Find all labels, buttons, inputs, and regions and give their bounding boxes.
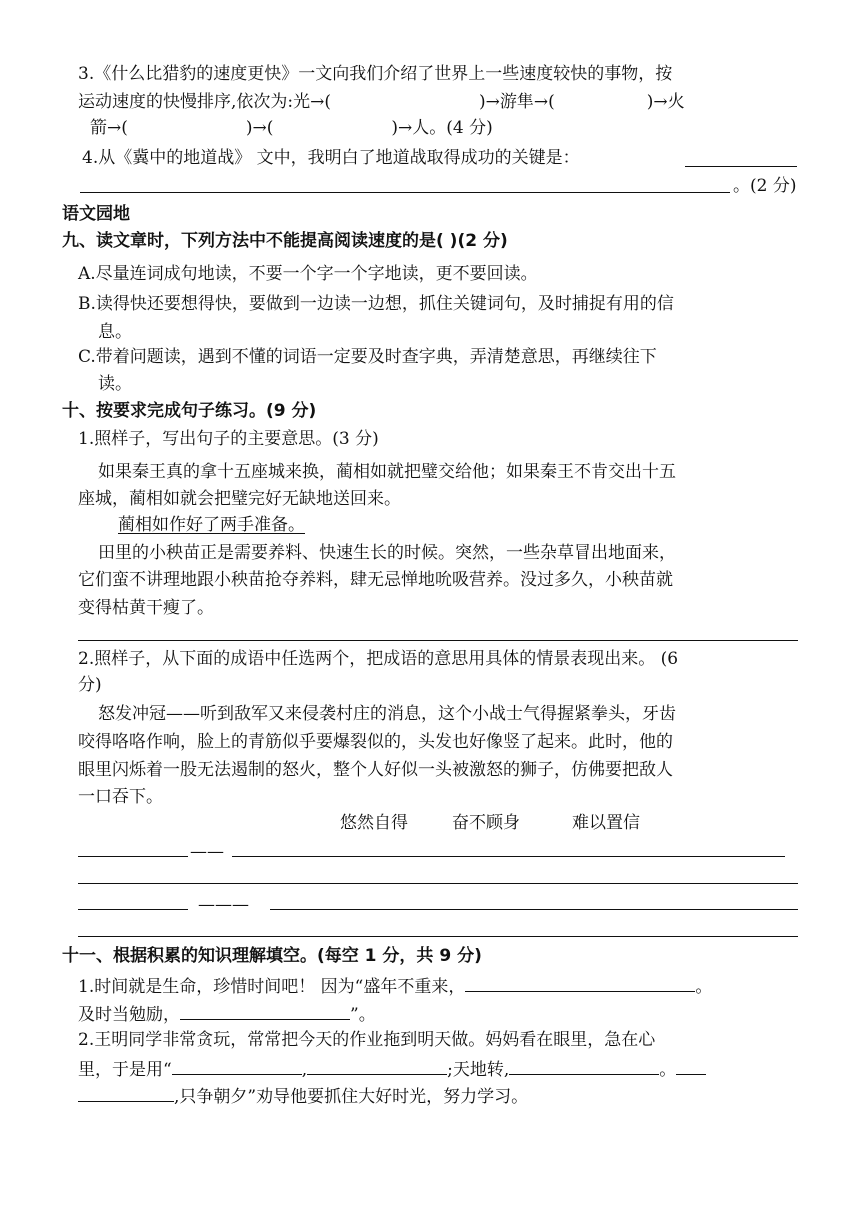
q10-example-answer: 蔺相如作好了两手准备。 bbox=[118, 515, 305, 535]
q11-blank-6a[interactable] bbox=[676, 1056, 706, 1075]
q10-answer-line-1[interactable] bbox=[78, 640, 798, 641]
q11-line4 bbox=[78, 1056, 706, 1082]
q10-model-line3: 眼里闪烁着一股无法遏制的怒火，整个人好似一头被激怒的狮子，仿佛要把敌人 bbox=[78, 760, 673, 780]
q9-option-c-line2: 读。 bbox=[98, 374, 132, 394]
q11-blank-3[interactable] bbox=[172, 1056, 302, 1075]
q11-line5 bbox=[78, 1083, 528, 1109]
q9-option-c-line1: C.带着问题读，遇到不懂的词语一定要及时查字典，弄清楚意思，再继续往下 bbox=[78, 347, 657, 367]
q11-line2-end: ”。 bbox=[350, 1005, 376, 1025]
q10-model-line4: 一口吞下。 bbox=[78, 787, 163, 807]
q11-title: 十一、根据积累的知识理解填空。(每空 1 分，共 9 分) bbox=[62, 946, 482, 966]
q3-line3-c: )→人。(4 分) bbox=[391, 118, 493, 138]
q10-title: 十、按要求完成句子练习。(9 分) bbox=[62, 401, 317, 421]
q10-model-line2: 咬得咯咯作响，脸上的青筋似乎要爆裂似的，头发也好像竖了起来。此时，他的 bbox=[78, 732, 673, 752]
dash-1: —— bbox=[190, 842, 224, 862]
q10-answer-line-5[interactable] bbox=[78, 936, 798, 937]
q4-answer-line-2[interactable] bbox=[80, 192, 730, 193]
q10-answer-line-3[interactable] bbox=[78, 883, 798, 884]
q10-answer-line-4[interactable] bbox=[270, 909, 798, 910]
q11-line5-text: ,只争朝夕”劝导他要抓住大好时光，努力学习。 bbox=[174, 1087, 529, 1107]
q10-passage-line3: 变得枯黄干瘦了。 bbox=[78, 598, 214, 618]
q11-line4-a: 里，于是用“ bbox=[78, 1060, 172, 1080]
q11-blank-1[interactable] bbox=[465, 973, 695, 992]
q3-line2-a: 运动速度的快慢排序,依次为:光→( bbox=[78, 92, 332, 112]
q11-line1-text: 1.时间就是生命，珍惜时间吧！ 因为“盛年不重来， bbox=[78, 977, 466, 997]
q4-answer-line-1[interactable] bbox=[685, 166, 797, 167]
q3-line3-a: 箭→( bbox=[90, 118, 128, 138]
q11-line1-end: 。 bbox=[695, 977, 713, 997]
q9-option-b-line1: B.读得快还要想得快，要做到一边读一边想，抓住关键词句，及时捕捉有用的信 bbox=[78, 294, 674, 314]
q3-line2 bbox=[78, 90, 685, 114]
q11-line4-b: , bbox=[301, 1060, 308, 1080]
q3-line3-b: )→( bbox=[245, 118, 274, 138]
q10-example-line2: 座城，蔺相如就会把璧完好无缺地送回来。 bbox=[78, 489, 401, 509]
q10-sub2: 2.照样子，从下面的成语中任选两个，把成语的意思用具体的情景表现出来。 (6 bbox=[78, 649, 679, 669]
q9-title: 九、读文章时，下列方法中不能提高阅读速度的是( )(2 分) bbox=[62, 231, 508, 251]
q11-blank-5[interactable] bbox=[509, 1056, 659, 1075]
q10-sub2-cont: 分) bbox=[78, 675, 102, 695]
q11-blank-4[interactable] bbox=[307, 1056, 447, 1075]
q10-model-line1: 怒发冲冠——听到敌军又来侵袭村庄的消息，这个小战士气得握紧拳头，牙齿 bbox=[98, 704, 676, 724]
q4-score: 。(2 分) bbox=[733, 176, 797, 196]
q11-line4-d: 。 bbox=[659, 1060, 677, 1080]
q3-line3 bbox=[90, 116, 493, 140]
q11-line2 bbox=[78, 1001, 376, 1027]
idiom-blank-1[interactable] bbox=[78, 856, 188, 857]
idiom-3: 难以置信 bbox=[572, 813, 640, 833]
q10-answer-line-2[interactable] bbox=[232, 856, 785, 857]
idiom-1: 悠然自得 bbox=[340, 813, 408, 833]
q11-blank-6b[interactable] bbox=[78, 1083, 174, 1102]
q11-line1 bbox=[78, 973, 712, 999]
q10-sub1: 1.照样子，写出句子的主要意思。(3 分) bbox=[78, 429, 379, 449]
q3-line2-c: )→火 bbox=[646, 92, 685, 112]
dash-2: ——— bbox=[198, 895, 249, 915]
q9-option-a: A.尽量连词成句地读，不要一个字一个字地读，更不要回读。 bbox=[78, 264, 538, 284]
q3-line1: 3.《什么比猎豹的速度更快》一文向我们介绍了世界上一些速度较快的事物，按 bbox=[78, 64, 673, 84]
q10-passage-line2: 它们蛮不讲理地跟小秧苗抢夺养料，肆无忌惮地吮吸营养。没过多久，小秧苗就 bbox=[78, 570, 673, 590]
q4-line1: 4.从《冀中的地道战》 文中，我明白了地道战取得成功的关键是： bbox=[82, 148, 580, 168]
idiom-2: 奋不顾身 bbox=[452, 813, 520, 833]
q11-line2-text: 及时当勉励， bbox=[78, 1005, 180, 1025]
q10-example-line1: 如果秦王真的拿十五座城来换，蔺相如就把璧交给他；如果秦王不肯交出十五 bbox=[98, 462, 676, 482]
q3-line2-b: )→游隼→( bbox=[479, 92, 555, 112]
q11-line4-c: ;天地转, bbox=[447, 1060, 510, 1080]
q11-line3: 2.王明同学非常贪玩，常常把今天的作业拖到明天做。妈妈看在眼里，急在心 bbox=[78, 1030, 656, 1050]
q11-blank-2[interactable] bbox=[180, 1001, 350, 1020]
q10-passage-line1: 田里的小秧苗正是需要养料、快速生长的时候。突然，一些杂草冒出地面来， bbox=[98, 543, 676, 563]
section-title: 语文园地 bbox=[62, 204, 130, 224]
q9-option-b-line2: 息。 bbox=[98, 322, 132, 342]
idiom-blank-2[interactable] bbox=[78, 909, 188, 910]
